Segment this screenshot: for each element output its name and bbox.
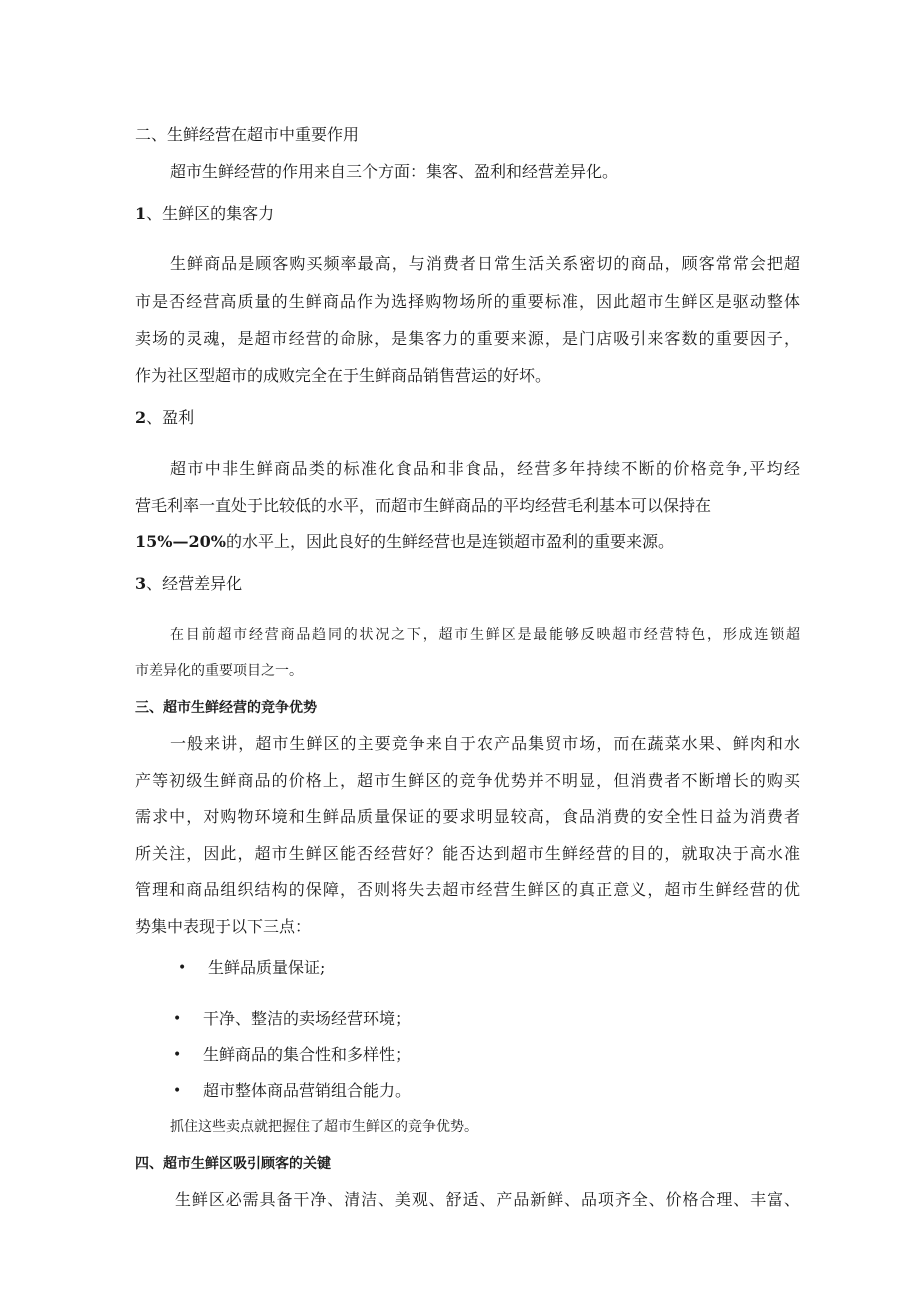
item-1-paragraph-line: 生鲜商品是顾客购买频率最高，与消费者日常生活关系密切的商品，顾客常常会把超	[170, 254, 800, 273]
section-4-heading: 四、超市生鲜区吸引顾客的关键	[135, 1156, 331, 1172]
list-item-text: 超市整体商品营销组合能力。	[203, 1081, 412, 1100]
bullet-dot-icon: •	[173, 1011, 182, 1027]
bullet-dot-icon: •	[173, 1083, 182, 1099]
item-2-title: 、盈利	[146, 408, 195, 427]
item-1-title: 、生鲜区的集客力	[146, 204, 275, 223]
item-3-number: 3	[135, 574, 147, 593]
item-2-paragraph-line	[135, 531, 674, 553]
item-1-heading	[135, 203, 274, 225]
item-1-paragraph-line: 市是否经营高质量的生鲜商品作为选择购物场所的重要标准，因此超市生鲜区是驱动整体	[135, 292, 800, 311]
item-3-title: 、经营差异化	[146, 574, 243, 593]
item-1-paragraph-line: 作为社区型超市的成败完全在于生鲜商品销售营运的好坏。	[135, 366, 552, 385]
section-3-heading: 三、超市生鲜经营的竞争优势	[135, 700, 317, 716]
item-2-range-text: 的水平上，因此良好的生鲜经营也是连锁超市盈利的重要来源。	[225, 532, 674, 551]
list-item-text: 干净、整洁的卖场经营环境；	[203, 1009, 412, 1028]
bullet-dot-icon: •	[178, 960, 187, 976]
item-3-paragraph-line: 市差异化的重要项目之一。	[135, 663, 303, 679]
item-2-paragraph-line: 营毛利率一直处于比较低的水平，而超市生鲜商品的平均经营毛利基本可以保持在	[135, 496, 712, 515]
section-3-paragraph-line: 一般来讲，超市生鲜区的主要竞争来自于农产品集贸市场，而在蔬菜水果、鲜肉和水	[170, 734, 800, 753]
section-2-intro: 超市生鲜经营的作用来自三个方面：集客、盈利和经营差异化。	[170, 162, 619, 181]
item-2-heading	[135, 407, 194, 429]
section-3-paragraph-line: 所关注，因此，超市生鲜区能否经营好？能否达到超市生鲜经营的目的，就取决于高水准	[135, 844, 800, 863]
item-1-paragraph-line: 卖场的灵魂，是超市经营的命脉，是集客力的重要来源，是门店吸引来客数的重要因子，	[135, 329, 800, 348]
item-1-number: 1	[135, 204, 147, 223]
item-2-paragraph-line: 超市中非生鲜商品类的标准化食品和非食品，经营多年持续不断的价格竞争,平均经	[170, 459, 800, 478]
section-3-paragraph-line: 产等初级生鲜商品的价格上，超市生鲜区的竞争优势并不明显，但消费者不断增长的购买	[135, 771, 800, 790]
section-3-paragraph-line: 需求中，对购物环境和生鲜品质量保证的要求明显较高，食品消费的安全性日益为消费者	[135, 807, 800, 826]
item-2-number: 2	[135, 408, 147, 427]
section-4-paragraph-line: 生鲜区必需具备干净、清洁、美观、舒适、产品新鲜、品项齐全、价格合理、丰富、	[175, 1190, 800, 1209]
item-3-paragraph-line: 在目前超市经营商品趋同的状况之下，超市生鲜区是最能够反映超市经营特色，形成连锁超	[170, 627, 800, 643]
bullet-dot-icon: •	[173, 1047, 182, 1063]
margin-range: 15%—20%	[135, 532, 226, 551]
section-2-heading: 二、生鲜经营在超市中重要作用	[135, 125, 360, 144]
item-3-heading	[135, 573, 242, 595]
list-item-text: 生鲜商品的集合性和多样性；	[203, 1045, 412, 1064]
list-item-text: 生鲜品质量保证;	[208, 958, 326, 977]
section-3-paragraph-line: 势集中表现于以下三点：	[135, 917, 312, 936]
section-3-paragraph-line: 管理和商品组织结构的保障，否则将失去超市经营生鲜区的真正意义，超市生鲜经营的优	[135, 880, 800, 899]
section-3-summary: 抓住这些卖点就把握住了超市生鲜区的竞争优势。	[170, 1119, 478, 1135]
